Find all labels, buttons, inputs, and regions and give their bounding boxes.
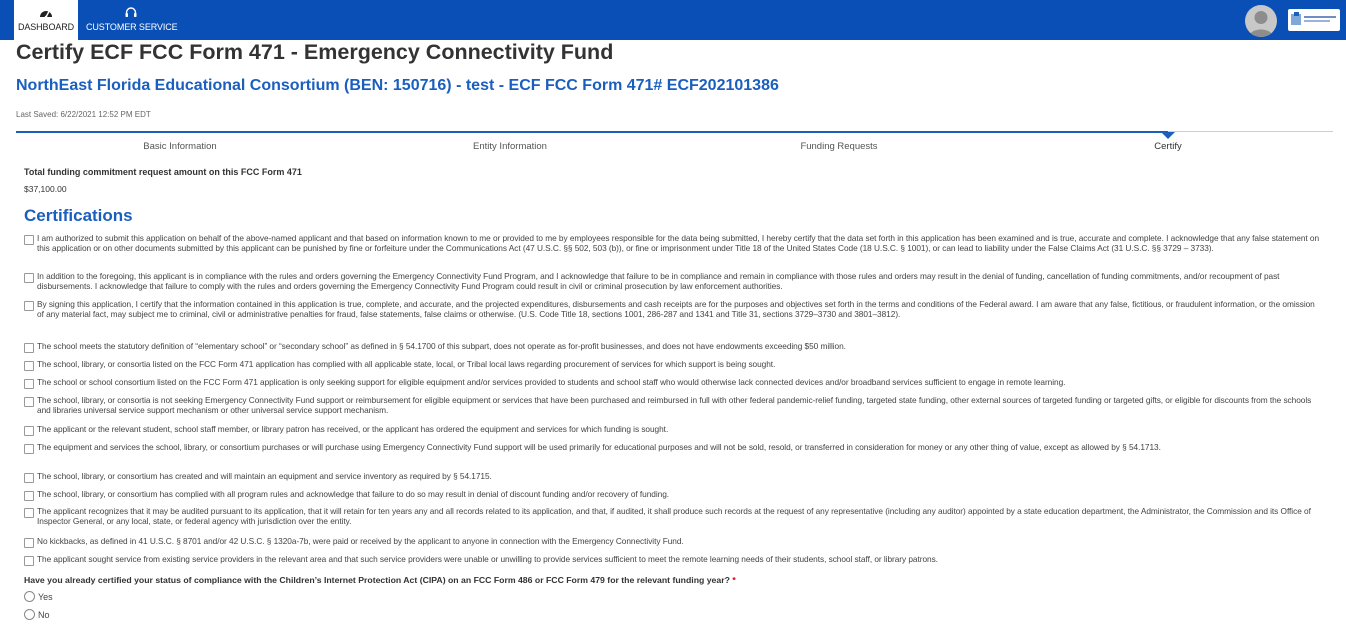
nav-customer-service-label: CUSTOMER SERVICE [86,22,178,32]
step-certify[interactable]: Certify [1154,141,1182,152]
certification-text: The equipment and services the school, library, or consortium purchases or will purchase using Emergency Connectivity Fund support will be used primarily for educational purposes and will not be sold, resold, or transferred in consideration for money or any other thing of value, except as allowed by § 54.1713. [37,442,1161,452]
certification-checkbox[interactable] [24,379,34,389]
certification-text: The school, library, or consortium has created and will maintain an equipment and service inventory as required by § 54.1715. [37,471,492,481]
certification-checkbox[interactable] [24,556,34,566]
step-basic-information[interactable]: Basic Information [143,141,217,152]
certification-text: The school meets the statutory definition of “elementary school” or “secondary school” as defined in § 54.1700 of this subpart, does not operate as for-profit businesses, and does not have endowments exceeding $50 million. [37,341,846,351]
certification-item [24,443,1320,454]
certifications-heading: Certifications [24,206,133,225]
certification-checkbox[interactable] [24,508,34,518]
certification-checkbox[interactable] [24,273,34,283]
nav-customer-service-tab[interactable] [86,0,176,40]
cipa-option-no-label: No [38,609,50,620]
certification-checkbox[interactable] [24,538,34,548]
certification-item [24,300,1320,319]
certification-checkbox[interactable] [24,235,34,245]
radio-button[interactable] [24,609,35,620]
certification-item [24,537,1320,548]
cipa-question-text: Have you already certified your status of compliance with the Children’s Internet Protection Act (CIPA) on an FCC Form 486 or FCC Form 479 for the relevant funding year? [24,575,730,585]
stepper-active-marker-icon [1161,132,1175,139]
progress-stepper [16,131,1333,155]
certification-item [24,234,1320,253]
cipa-option-yes[interactable] [24,591,53,602]
stepper-progress-line [16,131,1168,133]
nav-dashboard-label: DASHBOARD [17,22,75,32]
total-funding-value: $37,100.00 [24,184,67,194]
radio-button[interactable] [24,591,35,602]
certification-text: The school, library, or consortia is not seeking Emergency Connectivity Fund support or reimbursement for eligible equipment or services that have been purchased and reimbursed in full with other federal pandemic-relief funding, targeted state funding, other external sources of targeted funding or targeted gifts, or eligible for discounts from the schools and libraries universal service support mechanism or other universal service support mechanism. [37,395,1312,415]
certification-item [24,360,1320,371]
usac-logo-icon [1288,9,1340,31]
page-title: Certify ECF FCC Form 471 - Emergency Connectivity Fund [16,40,614,64]
certification-item [24,490,1320,501]
stepper-remaining-line [1168,131,1333,132]
certification-item [24,555,1320,566]
headset-icon [125,7,137,18]
step-entity-information[interactable]: Entity Information [473,141,547,152]
certification-text: The school or school consortium listed on the FCC Form 471 application is only seeking support for eligible equipment and/or services provided to students and school staff who would otherwise lack connected devices and/or broadband services sufficient to engage in remote learning. [37,377,1066,387]
certification-text: The applicant or the relevant student, school staff member, or library patron has received, or the applicant has ordered the equipment and services for which funding is sought. [37,424,669,434]
nav-dashboard-tab[interactable] [14,0,78,40]
certification-checkbox[interactable] [24,343,34,353]
certification-checkbox[interactable] [24,301,34,311]
certification-checkbox[interactable] [24,397,34,407]
organization-logo [1288,9,1340,31]
certification-item [24,425,1320,436]
certification-checkbox[interactable] [24,473,34,483]
required-marker: * [732,575,736,585]
certification-checkbox[interactable] [24,361,34,371]
certification-text: By signing this application, I certify that the information contained in this application is true, complete, and accurate, and the projected expenditures, disbursements and cash receipts are for the purposes and objectives set forth in the terms and conditions of the Federal award. I am aware that any false, fictitious, or fraudulent information, or the omission of any material fact, may subject me to criminal, civil or administrative penalties for fraud, false statements, false claims or otherwise. (U.S. Code Title 18, sections 1001, 286-287 and 1341 and Title 31, sections 3729–3730 and 3801–3812). [37,299,1315,319]
total-funding-label: Total funding commitment request amount on this FCC Form 471 [24,167,302,177]
page-subtitle: NorthEast Florida Educational Consortium (BEN: 150716) - test - ECF FCC Form 471# ECF202101386 [16,77,779,94]
cipa-option-yes-label: Yes [38,591,53,602]
certification-text: The school, library, or consortia listed on the FCC Form 471 application has complied with all applicable state, local, or Tribal local laws regarding procurement of services for which support is being sought. [37,359,776,369]
dashboard-gauge-icon [39,7,53,18]
certification-item [24,396,1320,415]
last-saved-text: Last Saved: 6/22/2021 12:52 PM EDT [16,110,151,119]
certification-checkbox[interactable] [24,444,34,454]
cipa-option-no[interactable] [24,609,50,620]
certification-item [24,378,1320,389]
certification-item [24,472,1320,483]
certification-item [24,342,1320,353]
user-avatar[interactable] [1245,5,1277,37]
certification-checkbox[interactable] [24,491,34,501]
top-navigation-bar [0,0,1346,40]
certification-text: The applicant recognizes that it may be audited pursuant to its application, that it will retain for ten years any and all records related to its application, and that, if audited, it shall produce such records at the request of any representative (including any auditor) appointed by a state education department, the Administrator, the Commission and its Office of Inspector General, or any local, state, or federal agency with jurisdiction over the entity. [37,506,1311,526]
certification-text: I am authorized to submit this application on behalf of the above-named applicant and that based on information known to me or provided to me by employees responsible for the data being submitted, I hereby certify that the data set forth in this application has been examined and is true, accurate and complete. I acknowledge that any false statement on this application or on other documents submitted by this applicant can be punished by fine or forfeiture under the Communications Act (47 U.S.C. §§ 502, 503 (b)), or fine or imprisonment under Title 18 of the United States Code (18 U.S.C. § 1001), or can lead to liability under the False Claims Act (31 U.S.C. §§ 3729 – 3733). [37,233,1320,253]
certification-text: The school, library, or consortium has complied with all program rules and acknowledge that failure to do so may result in denial of discount funding and/or recovery of funding. [37,489,670,499]
certification-checkbox[interactable] [24,426,34,436]
certification-item [24,272,1320,291]
certification-item [24,507,1320,526]
step-funding-requests[interactable]: Funding Requests [800,141,878,152]
certification-text: No kickbacks, as defined in 41 U.S.C. § 8701 and/or 42 U.S.C. § 1320a-7b, were paid or received by the applicant to anyone in connection with the Emergency Connectivity Fund. [37,536,684,546]
certification-text: The applicant sought service from existing service providers in the relevant area and that such service providers were unable or unwilling to provide services sufficient to meet the remote learning needs of their students, school staff, or library patrons. [37,554,938,564]
certification-text: In addition to the foregoing, this applicant is in compliance with the rules and orders governing the Emergency Connectivity Fund Program, and I acknowledge that failure to be in compliance and remain in compliance with those rules and orders may result in the denial of funding, cancellation of funding commitments, and/or recoupment of past disbursements. I acknowledge that failure to comply with the rules and orders governing the Emergency Connectivity Fund Program could result in civil or criminal prosecution by law enforcement authorities. [37,271,1280,291]
cipa-question [24,575,736,585]
user-silhouette-icon [1245,5,1277,37]
